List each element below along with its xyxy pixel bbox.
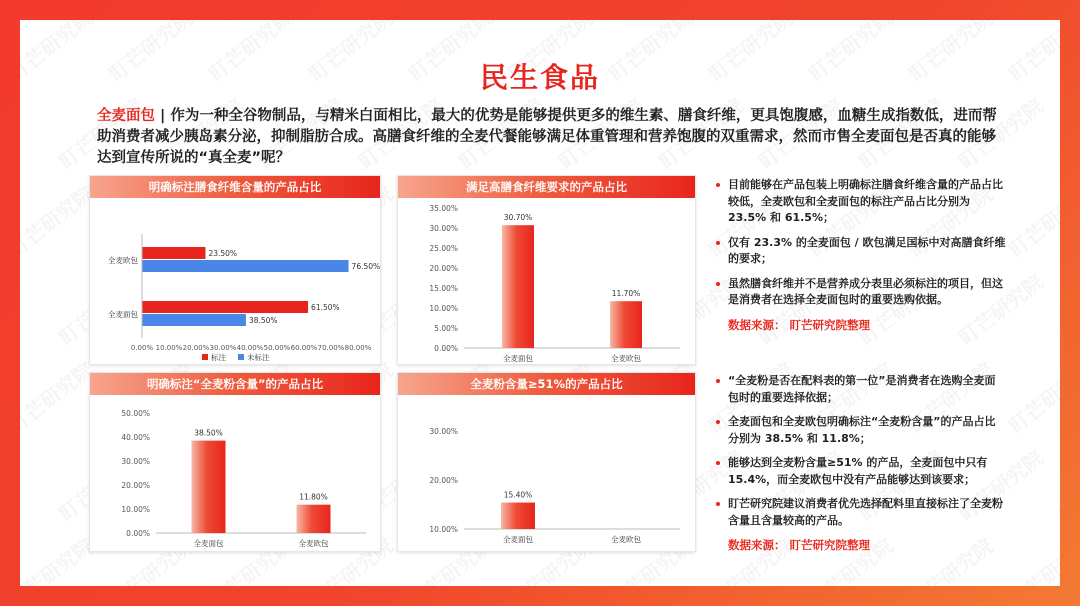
bar — [610, 301, 642, 348]
x-tick-label: 全麦面包 — [193, 539, 224, 548]
y-tick-label: 10.00% — [429, 304, 458, 313]
slide — [20, 20, 1060, 586]
y-tick-label: 10.00% — [121, 505, 150, 514]
y-tick-label: 5.00% — [434, 324, 458, 333]
y-tick-label: 20.00% — [429, 264, 458, 273]
y-tick-label: 0.00% — [126, 529, 150, 538]
data-label: 38.50% — [194, 428, 223, 438]
y-tick-label: 30.00% — [429, 427, 458, 436]
chart-card-high-fiber — [397, 175, 696, 365]
data-label: 11.80% — [299, 492, 328, 502]
chart-card-flour-label — [89, 372, 381, 552]
x-tick-label: 0.00% — [130, 344, 154, 352]
y-tick-label: 10.00% — [429, 525, 458, 534]
bar — [142, 301, 308, 313]
y-tick-label: 35.00% — [429, 204, 458, 213]
x-tick-label: 全麦欧包 — [611, 354, 641, 363]
watermark-text — [1052, 442, 1060, 526]
chart-title: 全麦粉含量≥51%的产品占比 — [398, 373, 695, 395]
x-tick-label: 全麦面包 — [503, 354, 533, 363]
watermark-text — [1002, 354, 1060, 438]
note-item: 能够达到全麦粉含量≥51% 的产品，全麦面包中只有 15.4%，而全麦欧包中没有产品能够达到该要求； — [716, 455, 1006, 488]
bar — [142, 260, 349, 272]
x-tick-label: 80.00% — [344, 344, 372, 352]
watermark-text — [20, 354, 98, 438]
bar — [297, 505, 331, 533]
data-label: 23.50% — [208, 249, 238, 258]
y-tick-label: 15.00% — [429, 284, 458, 293]
chart-card-fiber-label — [89, 175, 381, 365]
data-source: 数据来源： 盯芒研究院整理 — [728, 538, 871, 552]
intro-keyword: 全麦面包 — [97, 108, 155, 124]
watermark-text — [1002, 178, 1060, 262]
legend-swatch — [202, 354, 208, 360]
data-label: 11.70% — [611, 289, 641, 299]
y-tick-label: 25.00% — [429, 244, 458, 253]
chart-title: 明确标注膳食纤维含量的产品占比 — [90, 176, 380, 198]
note-item: “全麦粉是否在配料表的第一位”是消费者在选购全麦面包时的重要选择依据； — [716, 373, 1006, 406]
y-tick-label: 30.00% — [121, 457, 150, 466]
y-tick-label: 20.00% — [429, 476, 458, 485]
y-tick-label: 40.00% — [121, 433, 150, 442]
bar — [192, 441, 226, 533]
note-item: 仅有 23.3% 的全麦面包 / 欧包满足国标中对高膳食纤维的要求； — [716, 235, 1006, 268]
chart-high-fiber — [398, 198, 695, 364]
note-item: 全麦面包和全麦欧包明确标注“全麦粉含量”的产品占比分别为 38.5% 和 11.8%； — [716, 414, 1006, 447]
x-tick-label: 40.00% — [236, 344, 264, 352]
bar — [142, 247, 205, 259]
data-label: 38.50% — [248, 316, 278, 325]
data-label: 76.50% — [351, 262, 380, 271]
data-label: 61.50% — [311, 303, 340, 312]
x-tick-label: 70.00% — [317, 344, 345, 352]
x-tick-label: 10.00% — [155, 344, 183, 352]
note-item: 盯芒研究院建议消费者优先选择配料里直接标注了全麦粉含量且含量较高的产品。 — [716, 496, 1006, 529]
x-tick-label: 20.00% — [182, 344, 210, 352]
x-tick-label: 60.00% — [290, 344, 318, 352]
y-tick-label: 30.00% — [429, 224, 458, 233]
chart-title: 满足高膳食纤维要求的产品占比 — [398, 176, 695, 198]
x-tick-label: 30.00% — [209, 344, 237, 352]
legend-label: 标注 — [211, 353, 226, 362]
y-tick-label: 全麦欧包 — [108, 256, 138, 265]
data-label: 30.70% — [503, 213, 533, 223]
note-item: 虽然膳食纤维并不是营养成分表里必须标注的项目，但这是消费者在选择全麦面包时的重要选购依据。 — [716, 276, 1006, 309]
watermark-text — [1052, 266, 1060, 350]
watermark-text — [1052, 90, 1060, 174]
y-tick-label: 50.00% — [121, 409, 150, 418]
data-source: 数据来源： 盯芒研究院整理 — [728, 317, 871, 332]
watermark-text — [20, 530, 98, 586]
x-tick-label: 全麦面包 — [503, 535, 533, 544]
data-label: 15.40% — [503, 490, 533, 500]
y-tick-label: 全麦面包 — [108, 310, 138, 319]
y-tick-label: 20.00% — [121, 481, 150, 490]
x-tick-label: 50.00% — [263, 344, 291, 352]
y-tick-label: 0.00% — [434, 344, 458, 353]
notes-bottom — [716, 373, 1006, 554]
chart-title: 明确标注“全麦粉含量”的产品占比 — [90, 373, 380, 395]
watermark-text — [20, 178, 98, 262]
bar — [502, 225, 534, 348]
watermark-text — [1002, 530, 1060, 586]
page-title: 民生食品 — [479, 61, 600, 94]
legend-label: 未标注 — [247, 353, 270, 362]
chart-flour-label — [90, 395, 380, 551]
chart-card-flour-51 — [397, 372, 696, 552]
chart-fiber-label — [90, 198, 380, 364]
notes-top — [716, 177, 1006, 333]
bar — [142, 314, 246, 326]
note-item: 目前能够在产品包装上明确标注膳食纤维含量的产品占比较低，全麦欧包和全麦面包的标注产品占比分别为 23.5% 和 61.5%； — [716, 177, 1006, 227]
intro-separator: | — [155, 108, 171, 124]
legend-swatch — [238, 354, 244, 360]
bar — [501, 503, 535, 529]
x-tick-label: 全麦欧包 — [298, 539, 329, 548]
intro-paragraph — [97, 106, 1007, 169]
x-tick-label: 全麦欧包 — [611, 535, 641, 544]
intro-text: 作为一种全谷物制品，与精米白面相比，最大的优势是能够提供更多的维生素、膳食纤维，更具饱腹感，血糖生成指数低，进而帮助消费者减少胰岛素分泌，抑制脂肪合成。高膳食纤维的全麦代餐能够满足体重管理和营养饱腹的双重需求，然而市售全麦面包是否真的能够达到宣传所说的“真全麦”呢？ — [97, 108, 997, 166]
chart-flour-51 — [398, 395, 695, 551]
